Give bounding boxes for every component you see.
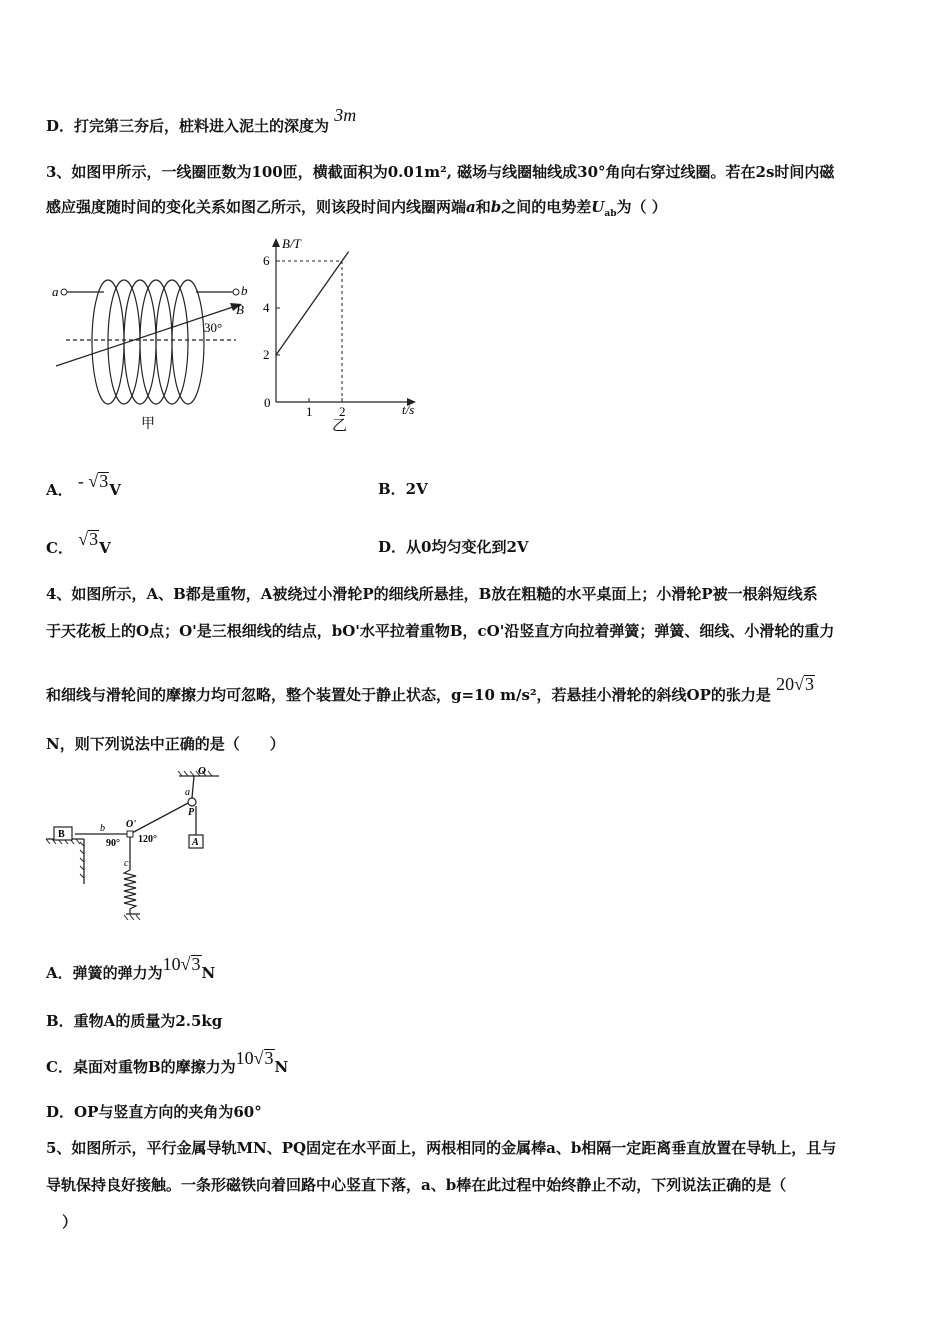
pulley-angle-120: 120° [138,834,157,845]
q5-stem-line2: 导轨保持良好接触。一条形磁铁向着回路中心竖直下落，a、b棒在此过程中始终静止不动，下列说法正确的是（ [46,1176,787,1194]
bt-caption: 乙 [332,418,348,434]
q4-stem-line4: N，则下列说法中正确的是（ ） [46,735,285,753]
pulley-angle-90: 90° [106,838,120,849]
q4-option-c: C．桌面对重物B的摩擦力为10√3N [46,1048,289,1076]
coil-label-B: B [236,302,244,317]
q3-stem-line2: 感应强度随时间的变化关系如图乙所示，则该段时间内线圈两端a和b之间的电势差$U_{ab}$为（ ） [46,198,667,219]
q2-option-d [46,105,357,136]
coil-label-b: b [241,283,248,298]
q2-option-d-math: 3m [334,105,357,125]
coil-label-a: a [52,284,59,299]
q4-option-b: B．重物A的质量为2.5kg [46,1012,223,1030]
pulley-label-b: b [100,823,105,834]
q3-option-d: D．从0均匀变化到2V [378,538,529,556]
pulley-label-O: O [198,765,206,777]
pulley-label-P: P [188,807,195,818]
q4-stem-line1: 4、如图所示，A、B都是重物，A被绕过小滑轮P的细线所悬挂，B放在粗糙的水平桌面上；小滑轮P被一根斜短线系 [46,585,818,603]
q3-stem-line1: 3、如图甲所示，一线圈匝数为100匝，横截面积为0.01m², 磁场与线圈轴线成30°角向右穿过线圈。若在2s时间内磁 [46,163,835,181]
coil-caption: 甲 [141,417,155,432]
q3-figure-bt-graph [252,234,432,434]
bt-xlabel: t/s [402,402,415,417]
q3-figure-coil [46,262,256,432]
pulley-label-Oprime: O' [126,819,136,830]
q5-stem-line1: 5、如图所示，平行金属导轨MN、PQ固定在水平面上，两根相同的金属棒a、b相隔一定距离垂直放置在导轨上，且与 [46,1139,837,1157]
bt-ytick-6: 6 [263,253,270,268]
q3-option-c: C． √3V [46,529,111,557]
bt-xtick-2: 2 [339,404,346,419]
pulley-label-c: c [124,858,129,869]
q4-figure-pulley [44,762,234,924]
bt-origin: 0 [264,395,271,410]
pulley-label-a: a [185,787,190,798]
q4-stem-line2: 于天花板上的O点；O'是三根细线的结点，bO'水平拉着重物B，cO'沿竖直方向拉着弹簧；弹簧、细线、小滑轮的重力 [46,622,835,640]
pulley-label-B: B [58,829,65,840]
q3-option-b: B．2V [378,480,428,498]
bt-ylabel: B/T [282,236,301,251]
bt-ytick-2: 2 [263,347,270,362]
bt-xtick-1: 1 [306,404,313,419]
q4-option-d: D．OP与竖直方向的夹角为60° [46,1103,262,1121]
bt-ytick-4: 4 [263,300,270,315]
q4-stem-line3: 和细线与滑轮间的摩擦力均可忽略，整个装置处于静止状态，g=10 m/s²，若悬挂小滑轮的斜线OP的张力是 20√3 [46,674,814,704]
q4-option-a: A．弹簧的弹力为10√3N [46,954,216,982]
bt-data-line [276,252,349,355]
coil-angle-label: 30° [204,320,223,335]
q5-stem-line3: ） [62,1213,78,1231]
pulley-label-A: A [192,837,199,848]
q3-option-a: A． - √3V [46,471,121,499]
q2-option-d-text: D．打完第三夯后，桩料进入泥土的深度为 [46,117,330,135]
